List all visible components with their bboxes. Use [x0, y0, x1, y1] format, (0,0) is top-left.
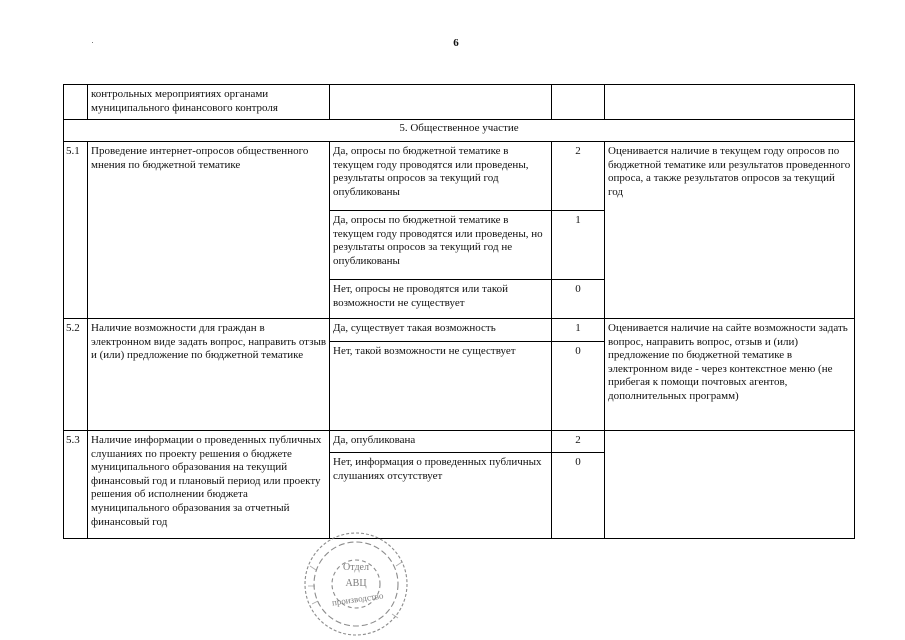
comment-cell: Оценивается наличие на сайте возможности задать вопрос, направить вопрос, отзыв и (или) предложение по бюджетной тематике в электронном виде - через контекстное меню (не прибегая к помощи почтовых агентов, дополнительных программ)	[605, 319, 855, 431]
score-cell: 0	[552, 453, 605, 539]
criteria-table	[63, 84, 855, 539]
stamp-line: АВЦ	[345, 578, 367, 589]
table-row	[64, 142, 855, 211]
row-number: 5.2	[64, 319, 88, 431]
score-cell: 0	[552, 280, 605, 319]
stamp-line: производство	[331, 590, 384, 608]
page-number: 6	[453, 37, 459, 49]
row-number: 5.3	[64, 431, 88, 539]
option-cell: Да, опросы по бюджетной тематике в текущем году проводятся или проведены, результаты опросов за текущий год опубликованы	[330, 142, 552, 211]
continued-num-cell	[64, 85, 88, 120]
continued-row	[64, 85, 855, 120]
comment-cell	[605, 431, 855, 539]
criterion-cell: Наличие возможности для граждан в электронном виде задать вопрос, направить отзыв и (или) предложение по бюджетной тематике	[88, 319, 330, 431]
table-row	[64, 319, 855, 342]
stamp-line: Отдел	[343, 562, 369, 573]
option-cell: Да, опросы по бюджетной тематике в текущем году проводятся или проведены, но результаты опросов за текущий год не опубликованы	[330, 211, 552, 280]
stamp-graphic	[296, 526, 414, 640]
score-cell: 2	[552, 142, 605, 211]
table-row	[64, 431, 855, 453]
stamp	[296, 526, 414, 640]
section-title: 5. Общественное участие	[64, 120, 855, 142]
option-cell: Да, существует такая возможность	[330, 319, 552, 342]
comment-cell: Оценивается наличие в текущем году опросов по бюджетной тематике или результатов проведенного опроса, а также результатов опросов за текущий год	[605, 142, 855, 319]
score-cell: 1	[552, 319, 605, 342]
option-cell: Нет, опросы не проводятся или такой возможности не существует	[330, 280, 552, 319]
score-cell: 2	[552, 431, 605, 453]
continued-comment-cell	[605, 85, 855, 120]
continued-criterion: контрольных мероприятиях органами муниципального финансового контроля	[88, 85, 330, 120]
section-header-row	[64, 120, 855, 142]
continued-option-cell	[330, 85, 552, 120]
continued-score-cell	[552, 85, 605, 120]
option-cell: Нет, информация о проведенных публичных слушаниях отсутствует	[330, 453, 552, 539]
scan-speck	[92, 42, 93, 43]
criterion-cell: Наличие информации о проведенных публичных слушаниях по проекту решения о бюджете муниципального образования на текущий финансовый год и плановый период или проекту решения об исполнении бюджета муниципального образования за отчетный финансовый год	[88, 431, 330, 539]
option-cell: Нет, такой возможности не существует	[330, 342, 552, 431]
score-cell: 1	[552, 211, 605, 280]
option-cell: Да, опубликована	[330, 431, 552, 453]
row-number: 5.1	[64, 142, 88, 319]
criterion-cell: Проведение интернет-опросов общественного мнения по бюджетной тематике	[88, 142, 330, 319]
score-cell: 0	[552, 342, 605, 431]
